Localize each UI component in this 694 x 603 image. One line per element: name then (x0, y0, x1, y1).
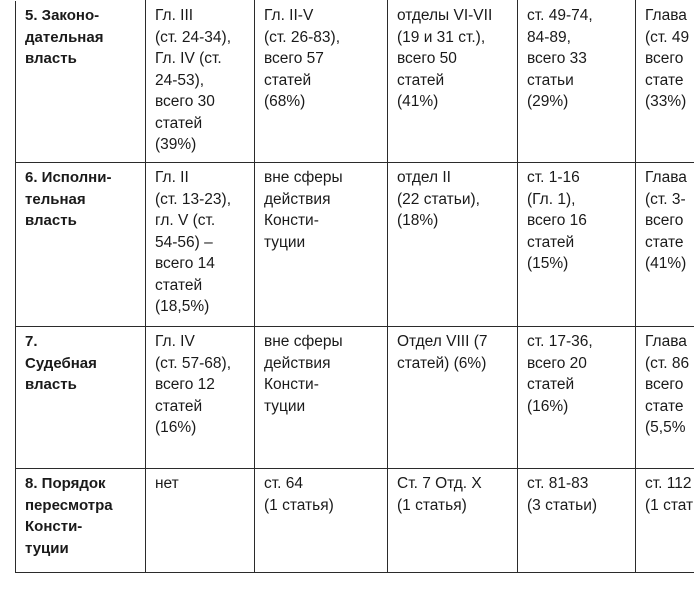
table-row-judicial-power (16, 327, 694, 469)
table-cell: ст. 49-74, 84-89, всего 33 статьи (29%) (518, 1, 636, 163)
table-cell: Гл. III (ст. 24-34), Гл. IV (ст. 24-53), всего 30 статей (39%) (146, 1, 255, 163)
table-cell: Глава (ст. 3- всего стате (41%) (636, 163, 694, 327)
table-row-legislative-power (16, 1, 694, 163)
table-cell: ст. 64 (1 статья) (255, 469, 388, 573)
table-cell: Ст. 7 Отд. X (1 статья) (388, 469, 518, 573)
constitution-comparison-table (15, 0, 694, 573)
table-cell: Гл. II (ст. 13-23), гл. V (ст. 54-56) – всего 14 статей (18,5%) (146, 163, 255, 327)
table-cell: ст. 17-36, всего 20 статей (16%) (518, 327, 636, 469)
table-cell: отдел II (22 статьи), (18%) (388, 163, 518, 327)
row-header-cell: 8. Порядок пересмотра Консти- туции (16, 469, 146, 573)
table-cell: вне сферы действия Консти- туции (255, 163, 388, 327)
table-cell: Гл. IV (ст. 57-68), всего 12 статей (16%) (146, 327, 255, 469)
table-cell: ст. 81-83 (3 статьи) (518, 469, 636, 573)
table-cell: Глава (ст. 86 всего стате (5,5% (636, 327, 694, 469)
table-cell: Гл. II-V (ст. 26-83), всего 57 статей (68%) (255, 1, 388, 163)
table-cell: вне сферы действия Консти- туции (255, 327, 388, 469)
table-row-revision-procedure (16, 469, 694, 573)
row-header-cell: 6. Исполни- тельная власть (16, 163, 146, 327)
table-row-executive-power (16, 163, 694, 327)
row-header-cell: 7. Судебная власть (16, 327, 146, 469)
table-cell: Отдел VIII (7 статей) (6%) (388, 327, 518, 469)
table-cell: ст. 1-16 (Гл. 1), всего 16 статей (15%) (518, 163, 636, 327)
table-cell: Глава (ст. 49 всего стате (33%) (636, 1, 694, 163)
table-cell: отделы VI-VII (19 и 31 ст.), всего 50 статей (41%) (388, 1, 518, 163)
table-cell: нет (146, 469, 255, 573)
table-cell: ст. 112 (1 стат (636, 469, 694, 573)
row-header-cell: 5. Законо- дательная власть (16, 1, 146, 163)
